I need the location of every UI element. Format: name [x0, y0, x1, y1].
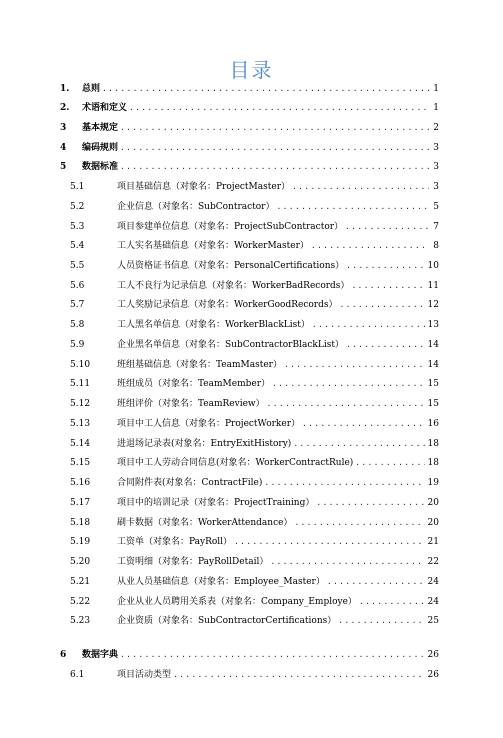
- toc-entry[interactable]: [0, 647, 503, 663]
- toc-entry-title-wrap: [117, 515, 429, 531]
- dot-leader: [120, 140, 431, 156]
- toc-entry-number: 3: [60, 123, 67, 133]
- dot-leader: [120, 120, 431, 136]
- toc-entry-number: 5.11: [70, 379, 91, 389]
- toc-entry-page: 13: [425, 317, 439, 333]
- toc-entry-number: 5.5: [70, 261, 85, 271]
- dot-leader: [294, 515, 429, 531]
- toc-entry-title: 工资明细（对象名：PayRollDetail）: [117, 554, 270, 570]
- toc-entry[interactable]: [0, 81, 503, 97]
- toc-entry-number: 5.10: [70, 360, 91, 370]
- toc-entry-number: 5.19: [70, 537, 91, 547]
- dot-leader: [102, 81, 431, 97]
- toc-entry[interactable]: [0, 436, 503, 452]
- toc-entry-title-wrap: [117, 258, 429, 274]
- toc-entry-number: 2.: [60, 103, 70, 113]
- toc-entry[interactable]: [0, 495, 503, 511]
- toc-entry[interactable]: [0, 357, 503, 373]
- toc-entry-title: 企业资质（对象名：SubContractorCertifications）: [117, 613, 338, 629]
- toc-entry[interactable]: [0, 278, 503, 294]
- toc-entry[interactable]: [0, 140, 503, 156]
- dot-leader: [293, 436, 429, 452]
- toc-entry-title-wrap: [82, 140, 431, 156]
- toc-entry[interactable]: [0, 475, 503, 491]
- toc-entry-number: 1.: [60, 84, 70, 94]
- toc-entry-title: 进退场记录表(对象名：EntryExitHistory): [117, 436, 293, 452]
- toc-entry[interactable]: [0, 515, 503, 531]
- toc-entry-page: 14: [425, 337, 439, 353]
- dot-leader: [173, 667, 429, 683]
- toc-entry-page: 24: [425, 594, 439, 610]
- toc-entry-number: 5.13: [70, 419, 91, 429]
- toc-entry-number: 5.12: [70, 399, 91, 409]
- toc-entry[interactable]: [0, 594, 503, 610]
- toc-entry-title-wrap: [117, 495, 429, 511]
- toc-entry-number: 5.9: [70, 340, 85, 350]
- toc-entry[interactable]: [0, 613, 503, 629]
- toc-entry-title-wrap: [82, 159, 431, 175]
- toc-entry-page: 15: [425, 396, 439, 412]
- toc-entry[interactable]: [0, 376, 503, 392]
- dot-leader: [338, 613, 429, 629]
- toc-entry-title-wrap: [117, 199, 429, 215]
- dot-leader: [267, 396, 429, 412]
- toc-entry-page: 1: [430, 100, 439, 116]
- toc-entry-title: 项目中的培训记录（对象名：ProjectTraining）: [117, 495, 316, 511]
- dot-leader: [345, 219, 429, 235]
- toc-entry-number: 5.17: [70, 498, 91, 508]
- dot-leader: [312, 317, 429, 333]
- toc-entry[interactable]: [0, 179, 503, 195]
- toc-entry[interactable]: [0, 416, 503, 432]
- toc-entry[interactable]: [0, 534, 503, 550]
- toc-entry-title: 项目基础信息（对象名：ProjectMaster）: [117, 179, 292, 195]
- toc-entry-title-wrap: [117, 667, 429, 683]
- toc-entry[interactable]: [0, 199, 503, 215]
- toc-entry-page: 26: [425, 647, 439, 663]
- dot-leader: [277, 199, 430, 215]
- toc-entry-number: 5.18: [70, 518, 91, 528]
- toc-entry[interactable]: [0, 100, 503, 116]
- toc-entry-number: 5.6: [70, 281, 85, 291]
- toc-entry[interactable]: [0, 574, 503, 590]
- toc-entry-title: 项目中工人信息（对象名：ProjectWorker）: [117, 416, 302, 432]
- dot-leader: [120, 159, 431, 175]
- toc-entry-page: 10: [425, 258, 439, 274]
- dot-leader: [129, 100, 431, 116]
- toc-entry-title-wrap: [117, 376, 429, 392]
- toc-entry-title: 企业从业人员聘用关系表（对象名：Company_Employe）: [117, 594, 359, 610]
- toc-entry[interactable]: [0, 258, 503, 274]
- toc-entry-page: 24: [425, 574, 439, 590]
- toc-entry[interactable]: [0, 297, 503, 313]
- toc-entry-title-wrap: [117, 396, 429, 412]
- toc-entry-title: 人员资格证书信息（对象名：PersonalCertifications）: [117, 258, 346, 274]
- toc-entry-title: 工人黑名单信息（对象名：WorkerBlackList）: [117, 317, 312, 333]
- toc-entry-page: 18: [425, 436, 439, 452]
- toc-entry-title: 项目中工人劳动合同信息(对象名：WorkerContractRule): [117, 455, 355, 471]
- toc-entry-number: 5.21: [70, 577, 91, 587]
- toc-entry-title: 术语和定义: [82, 100, 129, 116]
- toc-entry-title-wrap: [117, 436, 429, 452]
- toc-entry-page: 1: [430, 81, 439, 97]
- toc-entry-page: 7: [430, 219, 439, 235]
- toc-entry-page: 3: [430, 179, 439, 195]
- toc-entry-title-wrap: [117, 337, 429, 353]
- toc-entry-number: 6.1: [70, 670, 85, 680]
- toc-entry-title: 合同附件表(对象名：ContractFile): [117, 475, 264, 491]
- dot-leader: [351, 278, 429, 294]
- toc-entry[interactable]: [0, 159, 503, 175]
- toc-entry-title-wrap: [117, 179, 429, 195]
- toc-entry-page: 25: [425, 613, 439, 629]
- toc-entry-page: 16: [425, 416, 439, 432]
- toc-entry-number: 4: [60, 143, 67, 153]
- toc-entry-title-wrap: [117, 297, 429, 313]
- toc-entry-page: 3: [430, 159, 439, 175]
- toc-entry-number: 5.1: [70, 182, 85, 192]
- toc-entry[interactable]: [0, 667, 503, 683]
- dot-leader: [120, 647, 431, 663]
- toc-entry-page: 20: [425, 515, 439, 531]
- toc-entry-page: 14: [425, 357, 439, 373]
- dot-leader: [316, 495, 429, 511]
- toc-entry-title-wrap: [117, 475, 429, 491]
- toc-entry-number: 5.22: [70, 597, 91, 607]
- toc-entry-title: 数据字典: [82, 647, 120, 663]
- toc-entry-number: 5.14: [70, 439, 91, 449]
- toc-entry-title: 总则: [82, 81, 102, 97]
- toc-entry-title: 工人实名基础信息（对象名：WorkerMaster）: [117, 238, 311, 254]
- toc-entry[interactable]: [0, 455, 503, 471]
- toc-entry-title: 班组评价（对象名：TeamReview）: [117, 396, 267, 412]
- toc-entry-title: 刷卡数据（对象名：WorkerAttendance）: [117, 515, 294, 531]
- dot-leader: [272, 376, 429, 392]
- dot-leader: [264, 475, 429, 491]
- toc-entry-page: 11: [425, 278, 439, 294]
- toc-entry-page: 12: [425, 297, 439, 313]
- toc-entry-number: 5.3: [70, 222, 85, 232]
- toc-entry-page: 19: [425, 475, 439, 491]
- toc-entry-title-wrap: [117, 238, 429, 254]
- toc-entry-title: 企业黑名单信息（对象名：SubContractorBlackList）: [117, 337, 346, 353]
- dot-leader: [311, 238, 429, 254]
- toc-entry-page: 8: [430, 238, 439, 254]
- toc-entry-title: 从业人员基础信息（对象名：Employee_Master）: [117, 574, 327, 590]
- toc-entry-page: 15: [425, 376, 439, 392]
- dot-leader: [346, 258, 429, 274]
- toc-entry-number: 5.20: [70, 557, 91, 567]
- toc-entry-page: 26: [425, 667, 439, 683]
- toc-entry-title-wrap: [117, 455, 429, 471]
- toc-entry-page: 21: [425, 534, 439, 550]
- dot-leader: [302, 416, 429, 432]
- toc-entry-page: 20: [425, 495, 439, 511]
- toc-entry-title: 工资单（对象名：PayRoll）: [117, 534, 234, 550]
- toc-entry-title: 基本规定: [82, 120, 120, 136]
- toc-entry-title: 班组基础信息（对象名：TeamMaster）: [117, 357, 284, 373]
- toc-entry[interactable]: [0, 238, 503, 254]
- toc-entry-number: 5.7: [70, 300, 85, 310]
- dot-leader: [355, 455, 429, 471]
- dot-leader: [327, 574, 429, 590]
- toc-entry-number: 5.16: [70, 478, 91, 488]
- dot-leader: [270, 554, 429, 570]
- toc-entry-number: 5.8: [70, 320, 85, 330]
- toc-entry-title-wrap: [117, 554, 429, 570]
- toc-entry-title-wrap: [117, 594, 429, 610]
- dot-leader: [234, 534, 429, 550]
- toc-entry-page: 5: [430, 199, 439, 215]
- toc-entry-title: 项目参建单位信息（对象名：ProjectSubContractor）: [117, 219, 345, 235]
- toc-entry-title-wrap: [82, 81, 431, 97]
- toc-entry-title-wrap: [117, 219, 429, 235]
- toc-entry[interactable]: [0, 317, 503, 333]
- toc-entry[interactable]: [0, 396, 503, 412]
- toc-entry-title-wrap: [82, 120, 431, 136]
- toc-entry[interactable]: [0, 120, 503, 136]
- toc-entry-page: 3: [430, 140, 439, 156]
- toc-entry-title-wrap: [82, 100, 431, 116]
- toc-entry[interactable]: [0, 337, 503, 353]
- toc-entry-title: 企业信息（对象名：SubContractor）: [117, 199, 277, 215]
- toc-entry-title-wrap: [117, 613, 429, 629]
- toc-entry-number: 5.15: [70, 458, 91, 468]
- toc-entry-title-wrap: [117, 357, 429, 373]
- toc-entry-page: 18: [425, 455, 439, 471]
- toc-entry-page: 22: [425, 554, 439, 570]
- toc-entry-number: 5: [60, 162, 67, 172]
- toc-entry-page: 2: [430, 120, 439, 136]
- dot-leader: [359, 594, 429, 610]
- toc-entry-title-wrap: [117, 574, 429, 590]
- toc-heading: 目录: [229, 58, 274, 82]
- toc-entry-number: 5.23: [70, 616, 91, 626]
- toc-entry-title-wrap: [117, 278, 429, 294]
- dot-leader: [346, 337, 429, 353]
- toc-entry-title-wrap: [117, 534, 429, 550]
- toc-entry-title-wrap: [82, 647, 431, 663]
- toc-entry[interactable]: [0, 219, 503, 235]
- dot-leader: [284, 357, 429, 373]
- dot-leader: [292, 179, 429, 195]
- toc-entry-title: 项目活动类型: [117, 667, 173, 683]
- toc-entry-number: 6: [60, 650, 67, 660]
- toc-entry-title: 编码规则: [82, 140, 120, 156]
- toc-entry-title: 工人奖励记录信息（对象名：WorkerGoodRecords）: [117, 297, 339, 313]
- toc-entry-number: 5.4: [70, 241, 85, 251]
- toc-entry-number: 5.2: [70, 202, 85, 212]
- toc-entry-title-wrap: [117, 416, 429, 432]
- toc-entry[interactable]: [0, 554, 503, 570]
- toc-entry-title: 班组成员（对象名：TeamMember）: [117, 376, 272, 392]
- dot-leader: [339, 297, 429, 313]
- toc-entry-title: 工人不良行为记录信息（对象名：WorkerBadRecords）: [117, 278, 351, 294]
- toc-entry-title-wrap: [117, 317, 429, 333]
- toc-entry-title: 数据标准: [82, 159, 120, 175]
